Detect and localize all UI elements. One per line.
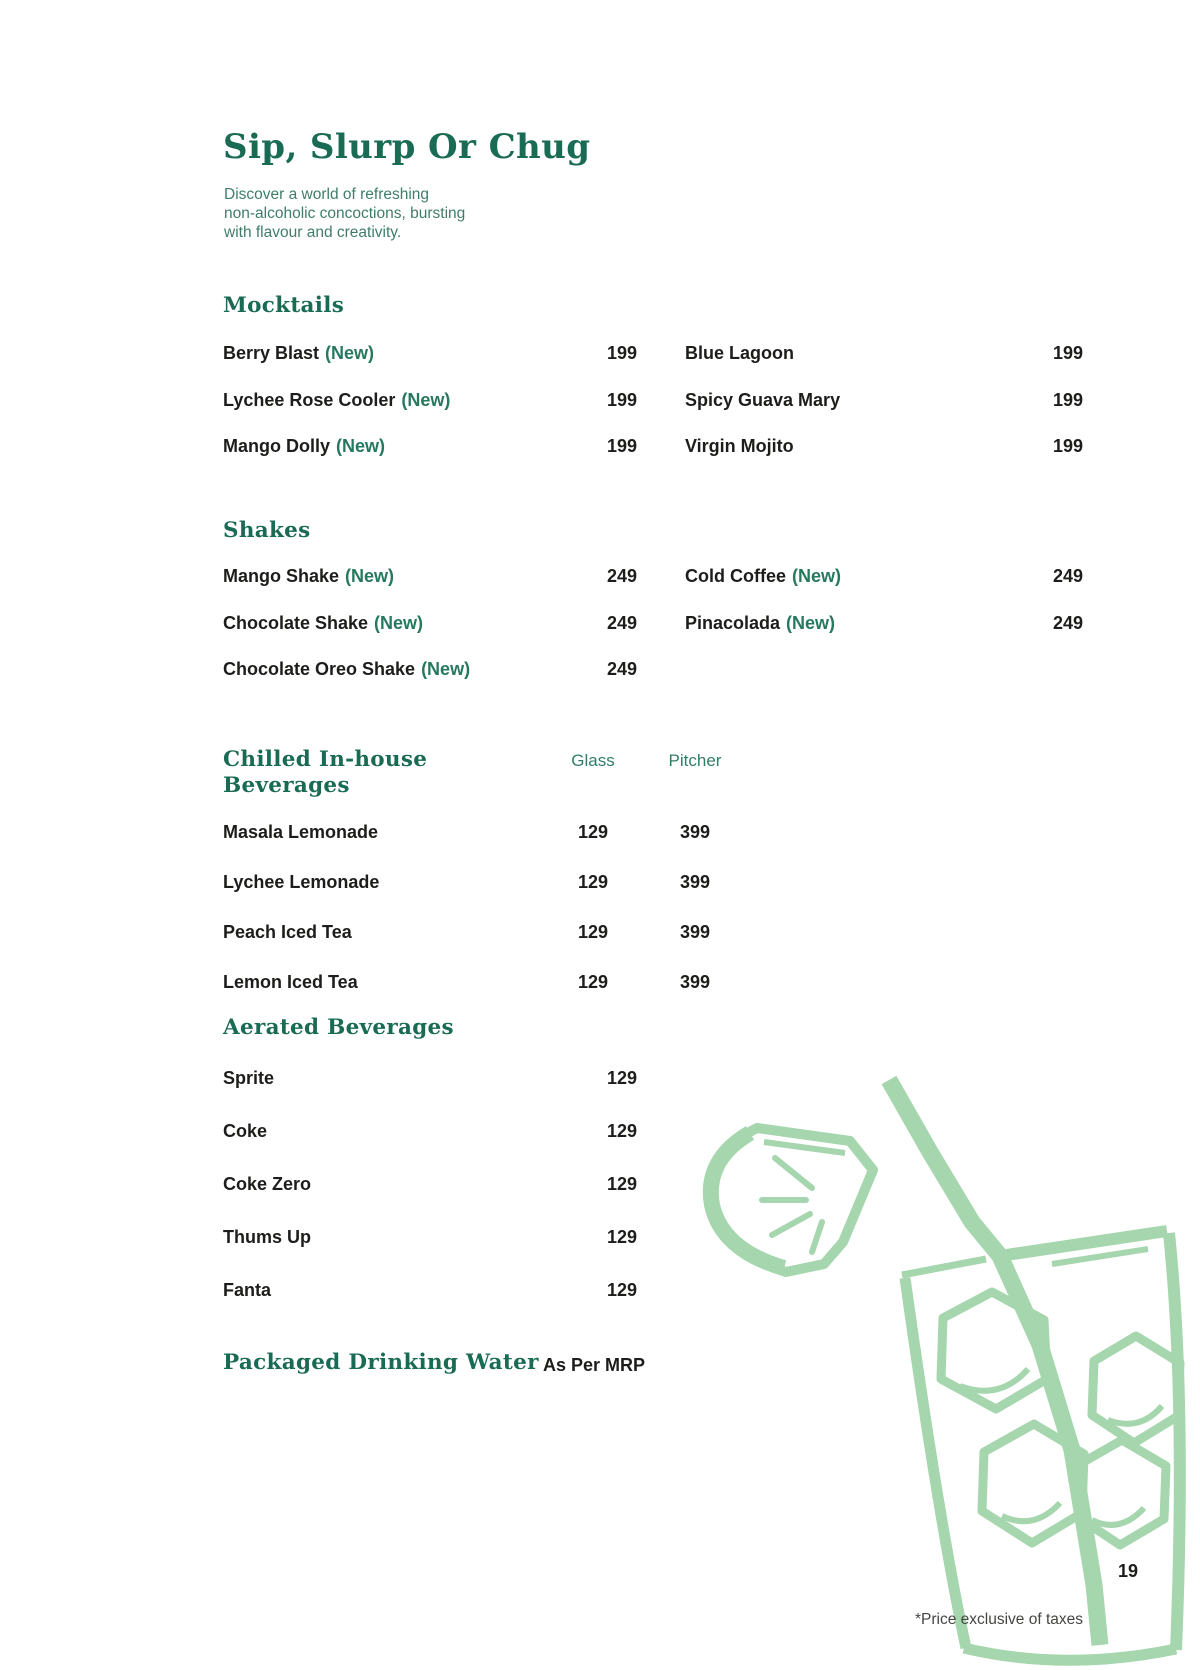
menu-row	[223, 1173, 1083, 1226]
pitcher-price: 399	[679, 822, 711, 842]
menu-row	[223, 435, 1083, 482]
item-name: Thums Up	[223, 1227, 311, 1247]
column-header-glass: Glass	[571, 751, 615, 770]
item-price: 199	[606, 343, 637, 363]
item-name: Chocolate Oreo Shake	[223, 659, 416, 679]
glass-price: 129	[577, 822, 609, 842]
item-name: Blue Lagoon	[685, 343, 794, 363]
section-aerated-beverages	[223, 1015, 1083, 1332]
section-title: Chilled In-house Beverages	[223, 747, 428, 798]
item-name: Sprite	[223, 1068, 275, 1088]
glass-price: 129	[577, 922, 609, 942]
new-badge: (New)	[421, 659, 471, 679]
menu-row	[223, 342, 1083, 389]
section-packaged-water	[223, 1350, 1083, 1380]
menu-row	[223, 871, 1083, 921]
menu-row	[223, 565, 1083, 612]
item-price: 249	[1052, 612, 1083, 633]
item-name: Spicy Guava Mary	[685, 389, 841, 410]
page-subtitle	[224, 185, 465, 243]
subtitle-line: Discover a world of refreshing	[224, 186, 430, 203]
subtitle-line: with flavour and creativity.	[224, 224, 402, 242]
glass-price: 129	[577, 972, 609, 992]
item-price: 199	[606, 436, 637, 456]
item-price: 249	[606, 566, 637, 586]
pitcher-price: 399	[679, 922, 711, 942]
pitcher-price: 399	[679, 872, 711, 892]
glass-price: 129	[577, 872, 609, 892]
new-badge: (New)	[325, 343, 375, 363]
item-price: 199	[1052, 343, 1083, 363]
item-price: 129	[606, 1121, 637, 1141]
menu-row	[223, 1120, 1083, 1173]
item-name: Coke	[223, 1121, 268, 1141]
section-title: Shakes	[223, 518, 311, 543]
menu-row	[223, 389, 1083, 436]
item-name: Mango Shake	[223, 566, 340, 586]
item-name: Chocolate Shake	[223, 612, 369, 633]
item-name: Peach Iced Tea	[223, 922, 352, 942]
section-title: Mocktails	[223, 293, 345, 318]
item-name: Coke Zero	[223, 1174, 312, 1194]
item-name: Pinacolada	[685, 612, 781, 633]
item-price: As Per MRP	[543, 1354, 646, 1375]
item-name: Cold Coffee	[685, 566, 786, 586]
new-badge: (New)	[374, 612, 424, 633]
item-price: 199	[1052, 436, 1083, 456]
item-name: Mango Dolly	[223, 436, 330, 456]
section-header-row	[223, 747, 1083, 799]
section-rows	[223, 565, 1083, 705]
menu-row	[223, 658, 1083, 705]
menu-row	[223, 971, 1083, 1021]
price-footnote: *Price exclusive of taxes	[915, 1611, 1083, 1628]
item-price: 249	[606, 612, 637, 633]
menu-row	[223, 821, 1083, 871]
item-name: Lychee Rose Cooler	[223, 389, 396, 410]
item-name: Lemon Iced Tea	[223, 972, 358, 992]
menu-row	[223, 921, 1083, 971]
section-chilled-beverages	[223, 747, 1083, 1021]
item-price: 249	[1052, 566, 1083, 586]
item-name: Masala Lemonade	[223, 822, 379, 842]
page-number: 19	[1117, 1561, 1138, 1581]
section-title: Packaged Drinking Water	[223, 1350, 539, 1375]
item-name: Berry Blast	[223, 343, 320, 363]
section-rows	[223, 342, 1083, 482]
subtitle-line: non-alcoholic concoctions, bursting	[224, 205, 466, 223]
new-badge: (New)	[336, 436, 385, 456]
page-title: Sip, Slurp Or Chug	[223, 127, 591, 167]
new-badge: (New)	[345, 566, 395, 586]
item-name: Virgin Mojito	[685, 436, 794, 456]
menu-row	[223, 612, 1083, 659]
item-price: 129	[606, 1174, 637, 1194]
item-price: 249	[606, 659, 637, 679]
new-badge: (New)	[786, 612, 836, 633]
section-mocktails	[223, 293, 1083, 482]
menu-row	[223, 1226, 1083, 1279]
menu-row	[223, 1279, 1083, 1332]
section-rows	[223, 821, 1083, 1021]
menu-row	[223, 1067, 1083, 1120]
new-badge: (New)	[401, 389, 451, 410]
item-name: Fanta	[223, 1280, 272, 1300]
column-header-pitcher: Pitcher	[668, 751, 722, 770]
section-rows	[223, 1067, 1083, 1332]
pitcher-price: 399	[679, 972, 711, 992]
item-name: Lychee Lemonade	[223, 872, 380, 892]
new-badge: (New)	[792, 566, 841, 586]
section-shakes	[223, 518, 1083, 705]
item-price: 129	[606, 1227, 637, 1247]
item-price: 129	[606, 1068, 637, 1088]
section-title: Aerated Beverages	[223, 1015, 454, 1040]
item-price: 199	[1052, 389, 1083, 410]
item-price: 199	[606, 389, 637, 410]
item-price: 129	[606, 1280, 637, 1300]
